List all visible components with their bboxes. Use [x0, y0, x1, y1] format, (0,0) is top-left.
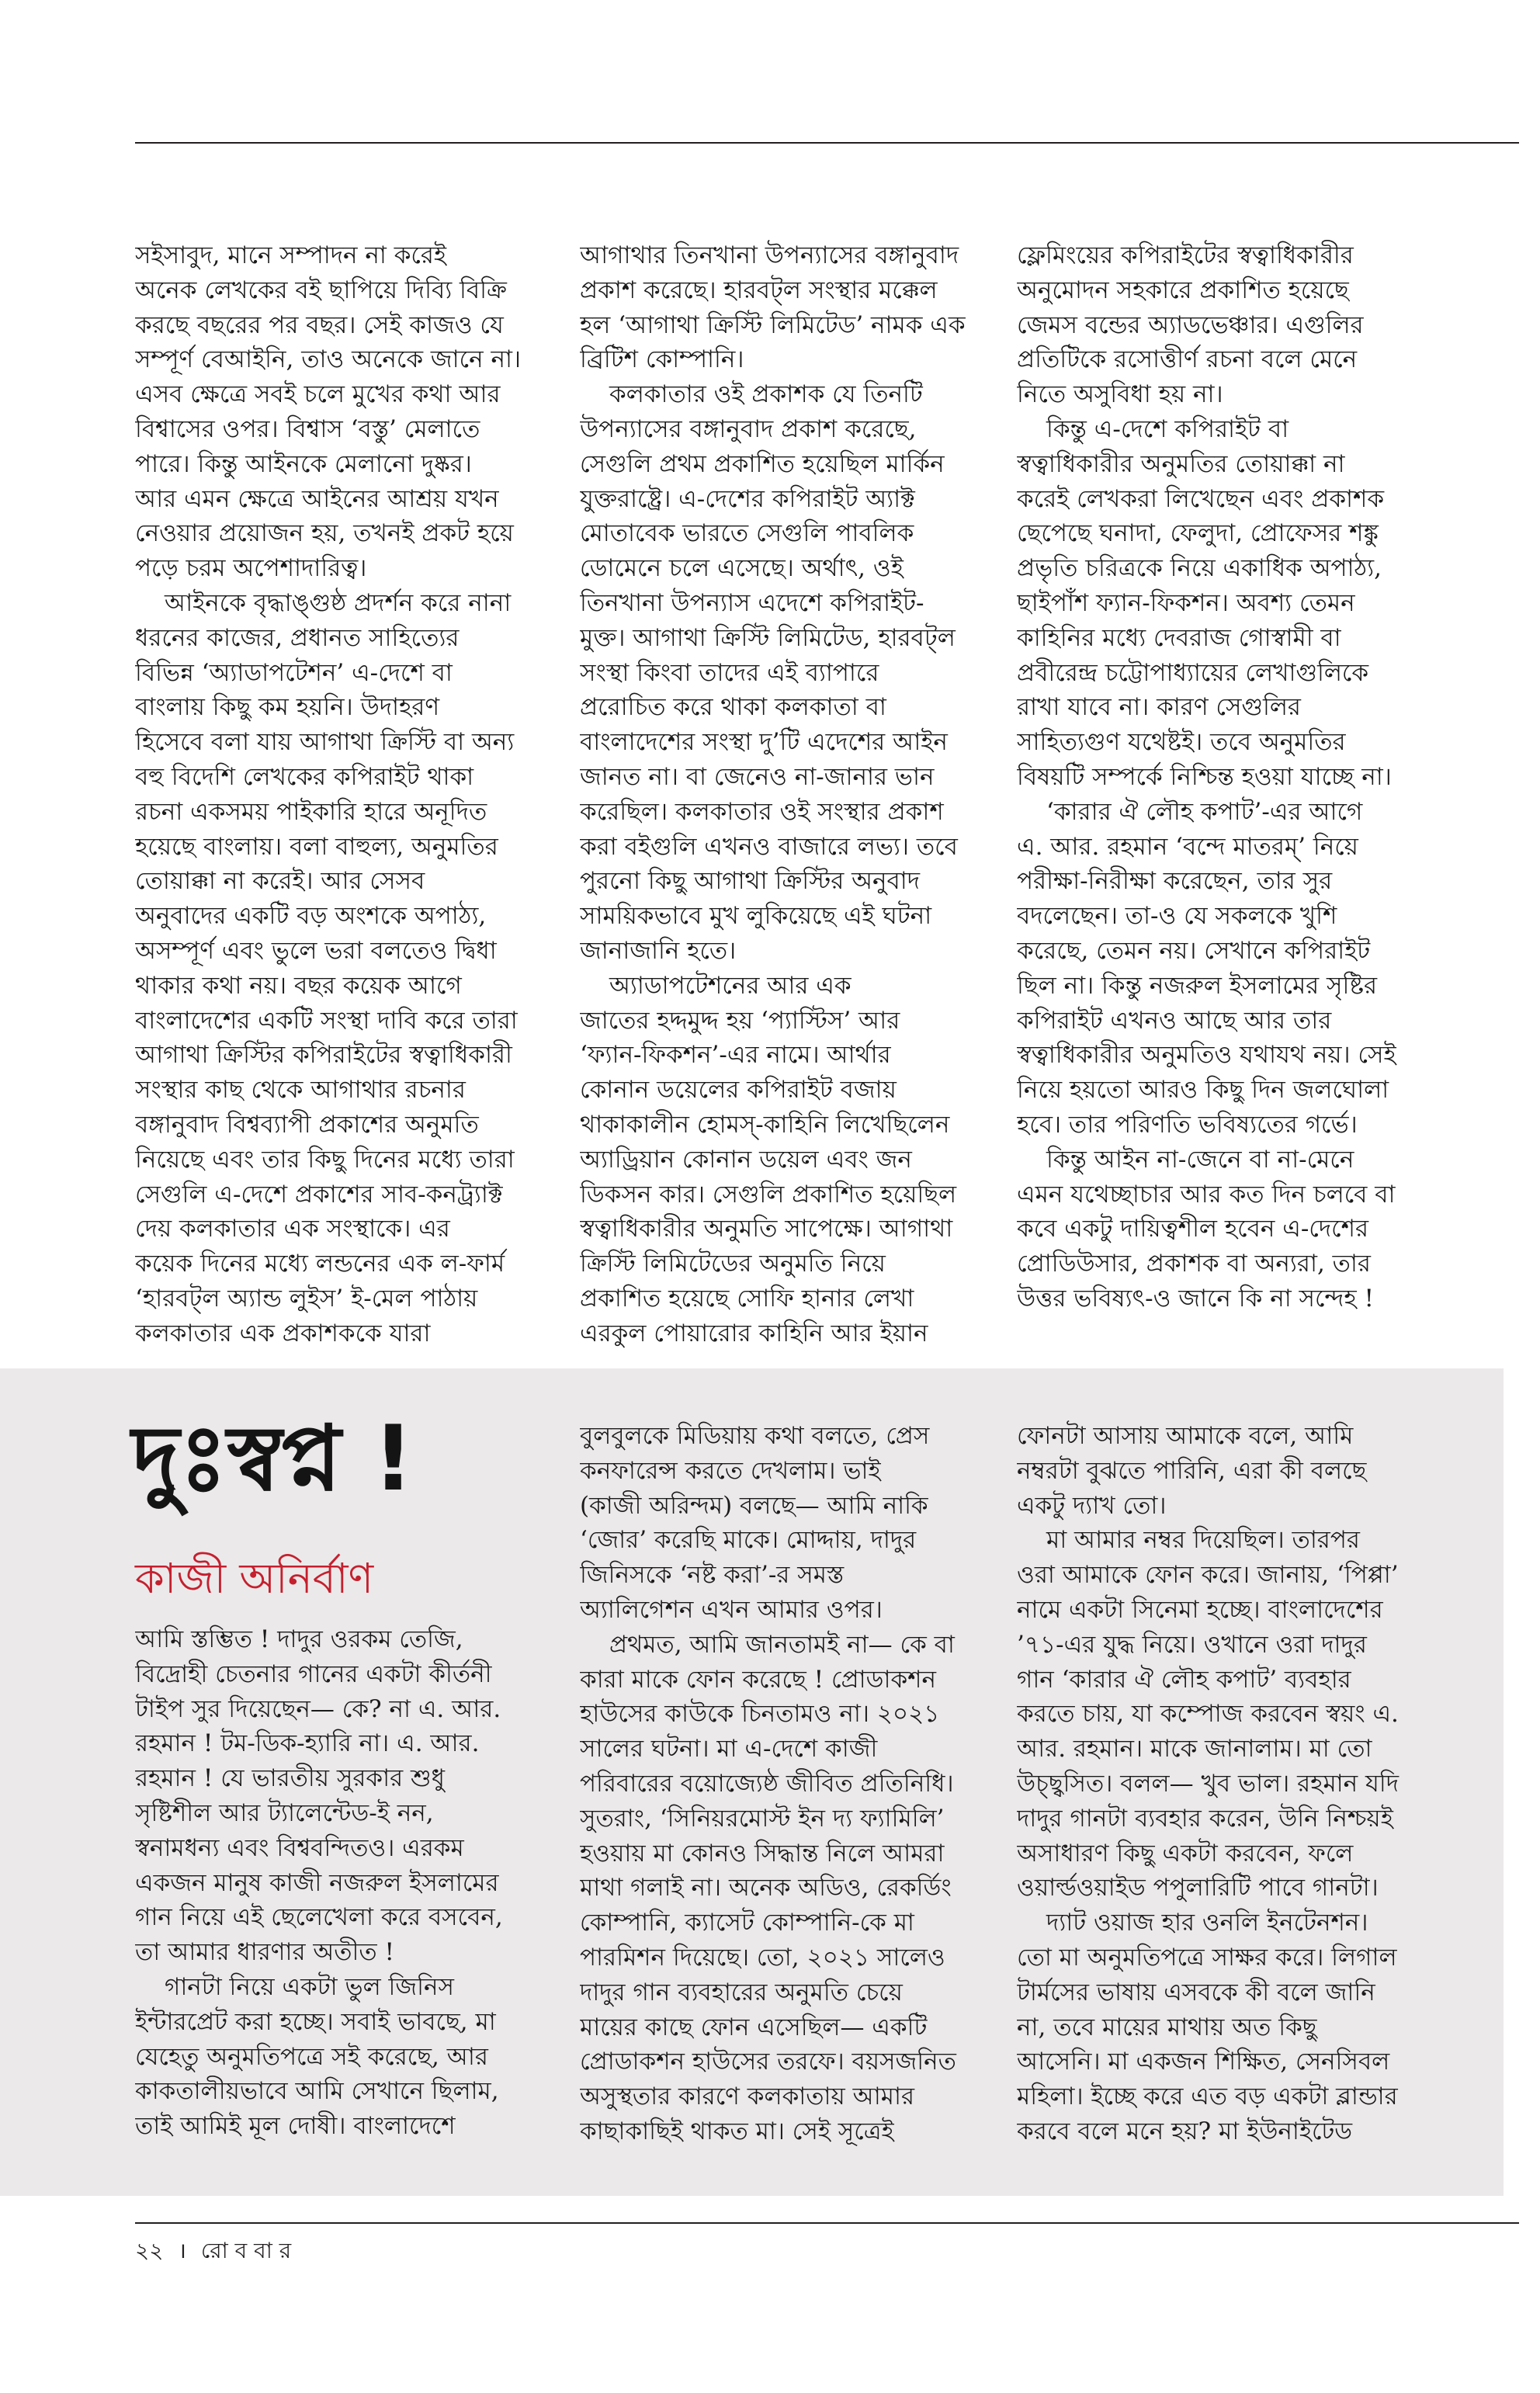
text-line: থাকাকালীন হোমস্-কাহিনি লিখেছিলেন: [580, 1110, 950, 1139]
sidebar-column-3: [1017, 1419, 1440, 2160]
text-line: একটু দ্যাখ তো।: [1017, 1491, 1167, 1520]
text-line: সেগুলি প্রথম প্রকাশিত হয়েছিল মার্কিন: [580, 449, 945, 478]
text-line: করা বইগুলি এখনও বাজারে লভ্য। তবে: [580, 832, 958, 861]
text-line: এরকুল পোয়ারোর কাহিনি আর ইয়ান: [580, 1319, 928, 1347]
sidebar-column-1: [135, 1622, 558, 2158]
text-line: মায়ের কাছে ফোন এসেছিল— একটি: [580, 2013, 928, 2041]
text-line: পড়ে চরম অপেশাদারিত্ব।: [135, 554, 367, 583]
text-line: আর এমন ক্ষেত্রে আইনের আশ্রয় যখন: [135, 484, 499, 513]
text-line: কয়েক দিনের মধ্যে লন্ডনের এক ল-ফার্ম: [135, 1250, 505, 1278]
text-line: (কাজী অরিন্দম) বলছে— আমি নাকি: [580, 1491, 928, 1520]
text-line: অ্যাডাপটেশনের আর এক: [609, 971, 852, 1000]
text-line: এমন যথেচ্ছাচার আর কত দিন চলবে বা: [1017, 1180, 1396, 1209]
text-line: স্বত্বাধিকারীর অনুমতির তোয়াক্কা না: [1017, 449, 1345, 478]
text-line: জানত না। বা জেনেও না-জানার ভান: [580, 762, 935, 791]
text-line: গানটা নিয়ে একটা ভুল জিনিস: [165, 1972, 454, 2001]
text-line: সইসাবুদ, মানে সম্পাদন না করেই: [135, 241, 447, 269]
text-line: আমি স্তম্ভিত ! দাদুর ওরকম তেজি,: [135, 1625, 463, 1653]
text-line: সেগুলি এ-দেশে প্রকাশের সাব-কনট্র্যাক্ট: [135, 1180, 503, 1209]
text-line: হবে। তার পরিণতি ভবিষ্যতের গর্ভে।: [1017, 1110, 1358, 1139]
text-line: বুলবুলকে মিডিয়ায় কথা বলতে, প্রেস: [580, 1422, 930, 1450]
text-line: আগাথার তিনখানা উপন্যাসের বঙ্গানুবাদ: [580, 241, 959, 269]
text-line: করতে চায়, যা কম্পোজ করবেন স্বয়ং এ.: [1017, 1700, 1399, 1729]
text-line: টাইপ সুর দিয়েছেন— কে? না এ. আর.: [135, 1694, 501, 1723]
paragraph: [135, 586, 558, 1351]
text-line: নিয়ে হয়তো আরও কিছু দিন জলঘোলা: [1017, 1076, 1389, 1105]
text-line: প্রোডাকশন হাউসের তরফে। বয়সজনিত: [580, 2048, 956, 2076]
text-line: অসম্পূর্ণ এবং ভুলে ভরা বলতেও দ্বিধা: [135, 936, 497, 965]
text-line: গান ‘কারার ঐ লৌহ কপাট’ ব্যবহার: [1017, 1665, 1351, 1694]
text-line: সংস্থা কিংবা তাদের এই ব্যাপারে: [580, 658, 879, 687]
text-line: কবে একটু দায়িত্বশীল হবেন এ-দেশের: [1017, 1215, 1369, 1243]
text-line: রচনা একসময় পাইকারি হারে অনূদিত: [135, 797, 487, 826]
text-line: যুক্তরাষ্ট্রে। এ-দেশের কপিরাইট অ্যাক্ট: [580, 484, 915, 513]
text-line: করবে বলে মনে হয়? মা ইউনাইটেড: [1017, 2117, 1353, 2145]
text-line: কোম্পানি, ক্যাসেট কোম্পানি-কে মা: [580, 1909, 914, 1937]
text-line: স্বত্বাধিকারীর অনুমতি সাপেক্ষে। আগাথা: [580, 1215, 953, 1243]
text-line: ‘ফ্যান-ফিকশন’-এর নামে। আর্থার: [580, 1041, 891, 1070]
text-line: টার্মসের ভাষায় এসবকে কী বলে জানি: [1017, 1978, 1375, 2006]
text-line: ছাইপাঁশ ফ্যান-ফিকশন। অবশ্য তেমন: [1017, 588, 1355, 617]
text-line: ছেপেছে ঘনাদা, ফেলুদা, প্রোফেসর শঙ্কু: [1017, 519, 1379, 548]
text-line: প্রভৃতি চরিত্রকে নিয়ে একাধিক অপাঠ্য,: [1017, 554, 1382, 583]
sidebar-title: দুঃস্বপ্ন !: [132, 1406, 414, 1511]
text-line: পারে। কিন্তু আইনকে মেলানো দুষ্কর।: [135, 449, 472, 478]
text-line: বদলেছেন। তা-ও যে সকলকে খুশি: [1017, 902, 1337, 931]
article-column-3: [1017, 238, 1440, 1356]
text-line: কাহিনির মধ্যে দেবরাজ গোস্বামী বা: [1017, 623, 1341, 652]
text-line: মহিলা। ইচ্ছে করে এত বড় একটা ব্লান্ডার: [1017, 2083, 1398, 2111]
text-line: ব্রিটিশ কোম্পানি।: [580, 345, 744, 374]
text-line: ইন্টারপ্রেট করা হচ্ছে। সবাই ভাবছে, মা: [135, 2007, 496, 2036]
text-line: ফোনটা আসায় আমাকে বলে, আমি: [1017, 1422, 1354, 1450]
text-line: কারা মাকে ফোন করেছে ! প্রোডাকশন: [580, 1665, 937, 1694]
text-line: রাখা যাবে না। কারণ সেগুলির: [1017, 693, 1301, 722]
text-line: ধরনের কাজের, প্রধানত সাহিত্যের: [135, 623, 460, 652]
text-line: সাহিত্যগুণ যথেষ্টই। তবে অনুমতির: [1017, 728, 1346, 757]
text-line: স্বনামধন্য এবং বিশ্ববন্দিতও। এরকম: [135, 1833, 464, 1862]
text-line: হিসেবে বলা যায় আগাথা ক্রিস্টি বা অন্য: [135, 728, 515, 757]
text-line: বিদ্রোহী চেতনার গানের একটা কীর্তনী: [135, 1659, 492, 1688]
text-line: তাই আমিই মূল দোষী। বাংলাদেশে: [135, 2112, 456, 2141]
text-line: সুতরাং, ‘সিনিয়রমোস্ট ইন দ্য ফ্যামিলি’: [580, 1804, 945, 1833]
paragraph: [580, 969, 999, 1351]
sidebar-column-2: [580, 1419, 999, 2160]
paragraph: [135, 238, 558, 586]
paragraph: [1017, 1523, 1440, 1906]
text-line: ক্রিস্টি লিমিটেডের অনুমতি নিয়ে: [580, 1250, 886, 1278]
text-line: পরীক্ষা-নিরীক্ষা করেছেন, তার সুর: [1017, 867, 1333, 896]
text-line: জাতের হদ্দমুদ্দ হয় ‘প্যাস্টিস’ আর: [580, 1006, 900, 1035]
text-line: অনেক লেখকের বই ছাপিয়ে দিব্যি বিক্রি: [135, 276, 507, 304]
text-line: তোয়াক্কা না করেই। আর সেসব: [135, 867, 425, 896]
text-line: থাকার কথা নয়। বছর কয়েক আগে: [135, 971, 462, 1000]
text-line: আইনকে বৃদ্ধাঙ্গুষ্ঠ প্রদর্শন করে নানা: [165, 588, 512, 617]
text-line: কিন্তু এ-দেশে কপিরাইট বা: [1046, 414, 1289, 443]
text-line: করেছিল। কলকাতার ওই সংস্থার প্রকাশ: [580, 797, 944, 826]
text-line: ডিকসন কার। সেগুলি প্রকাশিত হয়েছিল: [580, 1180, 957, 1209]
text-line: রহমান ! যে ভারতীয় সুরকার শুধু: [135, 1764, 446, 1793]
text-line: বহু বিদেশি লেখকের কপিরাইট থাকা: [135, 762, 474, 791]
text-line: মাথা গলাই না। অনেক অডিও, রেকর্ডিং: [580, 1874, 952, 1902]
text-line: সৃষ্টিশীল আর ট্যালেন্টেড-ই নন,: [135, 1798, 434, 1827]
text-line: কাছাকাছিই থাকত মা। সেই সূত্রেই: [580, 2117, 894, 2145]
text-line: এ. আর. রহমান ‘বন্দে মাতরম্’ নিয়ে: [1017, 832, 1358, 861]
text-line: স্বত্বাধিকারীর অনুমতিও যথাযথ নয়। সেই: [1017, 1041, 1396, 1070]
text-line: ছিল না। কিন্তু নজরুল ইসলামের সৃষ্টির: [1017, 971, 1378, 1000]
text-line: উচ্ছ্বসিত। বলল— খুব ভাল। রহমান যদি: [1017, 1769, 1400, 1798]
text-line: প্রথমত, আমি জানতামই না— কে বা: [609, 1630, 955, 1659]
text-line: অনুবাদের একটি বড় অংশকে অপাঠ্য,: [135, 902, 487, 931]
text-line: পুরনো কিছু আগাথা ক্রিস্টির অনুবাদ: [580, 867, 921, 896]
text-line: আগাথা ক্রিস্টির কপিরাইটের স্বত্বাধিকারী: [135, 1041, 512, 1070]
text-line: না, তবে মায়ের মাথায় অত কিছু: [1017, 2013, 1317, 2041]
text-line: দাদুর গানটা ব্যবহার করেন, উনি নিশ্চয়ই: [1017, 1804, 1393, 1833]
text-line: ওয়ার্ল্ডওয়াইড পপুলারিটি পাবে গানটা।: [1017, 1874, 1379, 1902]
text-line: সাময়িকভাবে মুখ লুকিয়েছে এই ঘটনা: [580, 902, 932, 931]
paragraph: [1017, 1906, 1440, 2149]
page-footer: [135, 2237, 299, 2265]
text-line: তিনখানা উপন্যাস এদেশে কপিরাইট-: [580, 588, 924, 617]
text-line: সালের ঘটনা। মা এ-দেশে কাজী: [580, 1735, 878, 1764]
text-line: ওরা আমাকে ফোন করে। জানায়, ‘পিপ্পা’: [1017, 1561, 1399, 1590]
text-line: কলকাতার এক প্রকাশককে যারা: [135, 1319, 431, 1347]
paragraph: [1017, 1143, 1440, 1316]
footer-separator: ।: [178, 2238, 186, 2263]
text-line: জিনিসকে ‘নষ্ট করা’-র সমস্ত: [580, 1561, 845, 1590]
text-line: অনুমোদন সহকারে প্রকাশিত হয়েছে: [1017, 276, 1349, 304]
text-line: হয়েছে বাংলায়। বলা বাহুল্য, অনুমতির: [135, 832, 498, 861]
text-line: দেয় কলকাতার এক সংস্থাকে। এর: [135, 1215, 450, 1243]
text-line: ’৭১-এর যুদ্ধ নিয়ে। ওখানে ওরা দাদুর: [1017, 1630, 1367, 1659]
text-line: নিয়েছে এবং তার কিছু দিনের মধ্যে তারা: [135, 1145, 515, 1174]
text-line: বাংলায় কিছু কম হয়নি। উদাহরণ: [135, 693, 440, 722]
magazine-name: রো ব বা র: [200, 2238, 292, 2263]
text-line: রহমান ! টম-ডিক-হ্যারি না। এ. আর.: [135, 1729, 480, 1758]
text-line: বিশ্বাসের ওপর। বিশ্বাস ‘বস্তু’ মেলাতে: [135, 414, 480, 443]
text-line: কিন্তু আইন না-জেনে বা না-মেনে: [1046, 1145, 1354, 1174]
text-line: অসাধারণ কিছু একটা করবেন, ফলে: [1017, 1839, 1354, 1868]
bottom-rule: [135, 2222, 1519, 2224]
paragraph: [135, 1970, 558, 2144]
text-line: পরিবারের বয়োজ্যেষ্ঠ জীবিত প্রতিনিধি।: [580, 1769, 954, 1798]
text-line: অ্যালিগেশন এখন আমার ওপর।: [580, 1595, 883, 1624]
text-line: মোতাবেক ভারতে সেগুলি পাবলিক: [580, 519, 914, 548]
text-line: নিতে অসুবিধা হয় না।: [1017, 380, 1223, 409]
text-line: তো মা অনুমতিপত্রে সাক্ষর করে। লিগাল: [1017, 1943, 1397, 1972]
paragraph: [1017, 238, 1440, 412]
page-number: ২২: [135, 2238, 164, 2263]
text-line: ‘জোর’ করেছি মাকে। মোদ্দায়, দাদুর: [580, 1526, 917, 1555]
text-line: বঙ্গানুবাদ বিশ্বব্যাপী প্রকাশের অনুমতি: [135, 1110, 479, 1139]
text-line: যেহেতু অনুমতিপত্রে সই করেছে, আর: [135, 2042, 488, 2071]
text-line: গান নিয়ে এই ছেলেখেলা করে বসবেন,: [135, 1903, 503, 1932]
text-line: কলকাতার ওই প্রকাশক যে তিনটি: [609, 380, 923, 409]
paragraph: [1017, 412, 1440, 795]
text-line: ‘হারবট্‌ল অ্যান্ড লুইস’ ই-মেল পাঠায়: [135, 1284, 478, 1313]
article-column-2: [580, 238, 999, 1356]
text-line: বিষয়টি সম্পর্কে নিশ্চিন্ত হওয়া যাচ্ছে না।: [1017, 762, 1392, 791]
text-line: নামে একটা সিনেমা হচ্ছে। বাংলাদেশের: [1017, 1595, 1383, 1624]
text-line: প্রতিটিকে রসোত্তীর্ণ রচনা বলে মেনে: [1017, 345, 1358, 374]
text-line: অ্যাড্রিয়ান কোনান ডয়েল এবং জন: [580, 1145, 912, 1174]
article-column-1: [135, 238, 558, 1356]
text-line: বাংলাদেশের সংস্থা দু’টি এদেশের আইন: [580, 728, 948, 757]
text-line: নম্বরটা বুঝতে পারিনি, এরা কী বলছে: [1017, 1456, 1367, 1485]
text-line: দ্যাট ওয়াজ হার ওনলি ইনটেনশন।: [1046, 1909, 1368, 1937]
text-line: সম্পূর্ণ বেআইনি, তাও অনেকে জানে না।: [135, 345, 522, 374]
text-line: ফ্লেমিংয়ের কপিরাইটের স্বত্বাধিকারীর: [1017, 241, 1354, 269]
text-line: উত্তর ভবিষ্যৎ-ও জানে কি না সন্দেহ !: [1017, 1284, 1374, 1313]
text-line: তা আমার ধারণার অতীত !: [135, 1938, 394, 1967]
text-line: আসেনি। মা একজন শিক্ষিত, সেনসিবল: [1017, 2048, 1390, 2076]
text-line: প্রকাশ করেছে। হারবট্‌ল সংস্থার মক্কেল: [580, 276, 938, 304]
paragraph: [580, 1419, 999, 1628]
text-line: অসুস্থতার কারণে কলকাতায় আমার: [580, 2083, 915, 2111]
text-line: পারমিশন দিয়েছে। তো, ২০২১ সালেও: [580, 1943, 945, 1972]
text-line: ‘কারার ঐ লৌহ কপাট’-এর আগে: [1046, 797, 1363, 826]
text-line: বিভিন্ন ‘অ্যাডাপটেশন’ এ-দেশে বা: [135, 658, 453, 687]
sidebar-author-byline: কাজী অনির্বাণ: [135, 1554, 374, 1603]
text-line: প্ররোচিত করে থাকা কলকাতা বা: [580, 693, 886, 722]
text-line: একজন মানুষ কাজী নজরুল ইসলামের: [135, 1868, 499, 1897]
text-line: উপন্যাসের বঙ্গানুবাদ প্রকাশ করেছে,: [580, 414, 917, 443]
text-line: কপিরাইট এখনও আছে আর তার: [1017, 1006, 1332, 1035]
text-line: মা আমার নম্বর দিয়েছিল। তারপর: [1046, 1526, 1360, 1555]
text-line: কাকতালীয়ভাবে আমি সেখানে ছিলাম,: [135, 2077, 499, 2106]
text-line: প্রোডিউসার, প্রকাশক বা অন্যরা, তার: [1017, 1250, 1371, 1278]
text-line: কোনান ডয়েলের কপিরাইট বজায়: [580, 1076, 897, 1105]
text-line: জেমস বন্ডের অ্যাডভেঞ্চার। এগুলির: [1017, 310, 1364, 339]
text-line: হাউসের কাউকে চিনতামও না। ২০২১: [580, 1700, 940, 1729]
text-line: মুক্ত। আগাথা ক্রিস্টি লিমিটেড, হারবট্‌ল: [580, 623, 956, 652]
text-line: ডোমেনে চলে এসেছে। অর্থাৎ, ওই: [580, 554, 904, 583]
text-line: বাংলাদেশের একটি সংস্থা দাবি করে তারা: [135, 1006, 518, 1035]
text-line: সংস্থার কাছ থেকে আগাথার রচনার: [135, 1076, 466, 1105]
text-line: নেওয়ার প্রয়োজন হয়, তখনই প্রকট হয়ে: [135, 519, 514, 548]
text-line: প্রকাশিত হয়েছে সোফি হানার লেখা: [580, 1284, 914, 1313]
text-line: হল ‘আগাথা ক্রিস্টি লিমিটেড’ নামক এক: [580, 310, 966, 339]
text-line: হওয়ায় মা কোনও সিদ্ধান্ত নিলে আমরা: [580, 1839, 945, 1868]
text-line: করেই লেখকরা লিখেছেন এবং প্রকাশক: [1017, 484, 1385, 513]
text-line: জানাজানি হতে।: [580, 936, 737, 965]
paragraph: [135, 1622, 558, 1970]
paragraph: [580, 377, 999, 969]
text-line: প্রবীরেন্দ্র চট্টোপাধ্যায়ের লেখাগুলিকে: [1017, 658, 1369, 687]
text-line: করেছে, তেমন নয়। সেখানে কপিরাইট: [1017, 936, 1371, 965]
top-rule: [135, 142, 1519, 144]
paragraph: [580, 238, 999, 377]
text-line: এসব ক্ষেত্রে সবই চলে মুখের কথা আর: [135, 380, 501, 409]
text-line: করছে বছরের পর বছর। সেই কাজও যে: [135, 310, 504, 339]
text-line: কনফারেন্স করতে দেখলাম। ভাই: [580, 1456, 881, 1485]
paragraph: [580, 1628, 999, 2149]
text-line: আর. রহমান। মাকে জানালাম। মা তো: [1017, 1735, 1372, 1764]
paragraph: [1017, 1419, 1440, 1523]
text-line: দাদুর গান ব্যবহারের অনুমতি চেয়ে: [580, 1978, 903, 2006]
paragraph: [1017, 795, 1440, 1143]
